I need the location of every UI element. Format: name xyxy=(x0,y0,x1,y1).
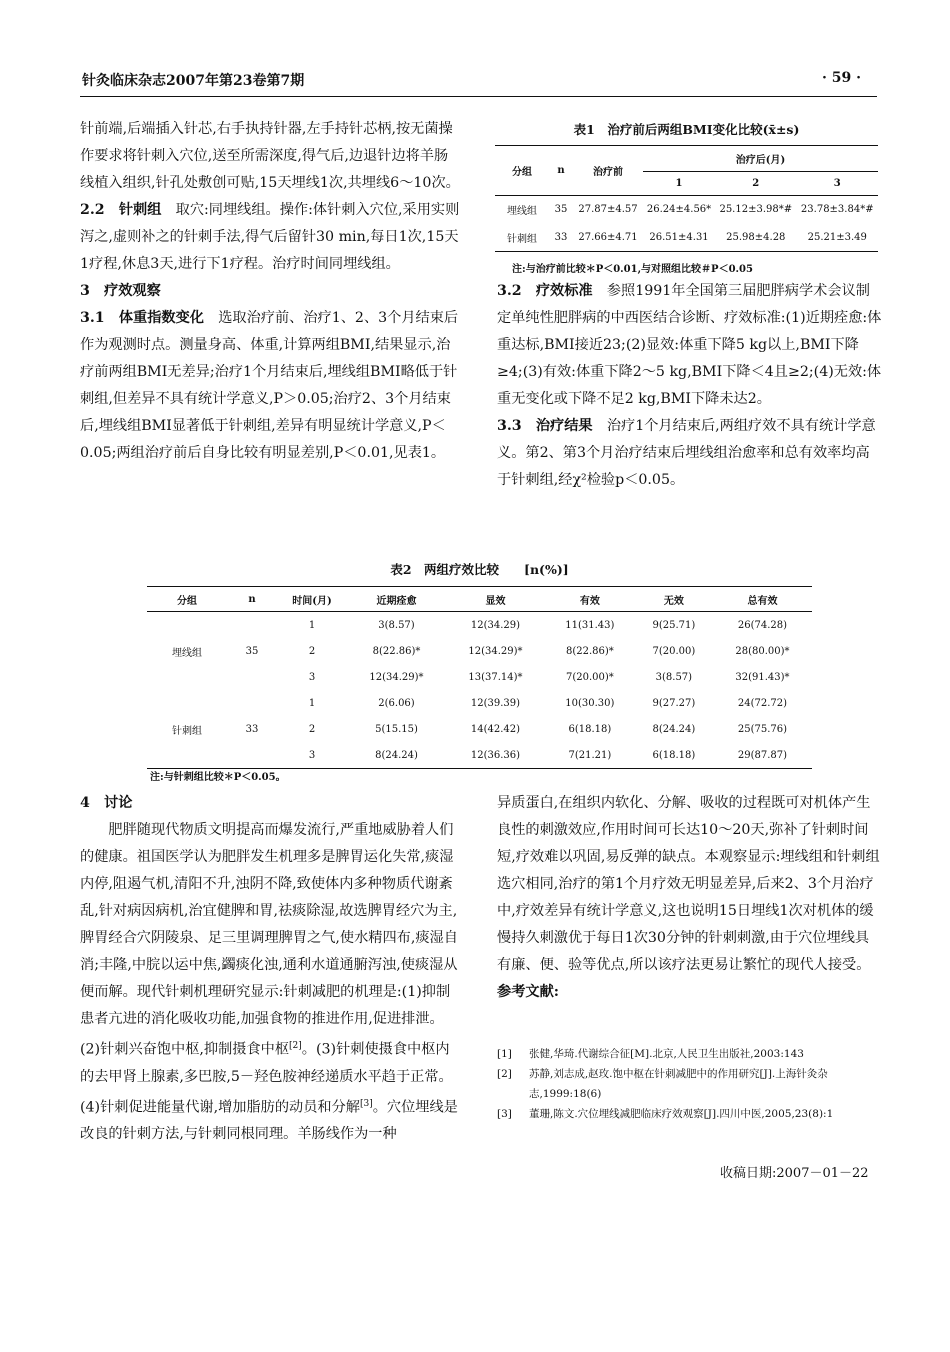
table2-row xyxy=(147,612,812,639)
table2-cell: 24(72.72) xyxy=(737,697,788,709)
table2-cell: 2(6.06) xyxy=(378,697,415,709)
table2-header: 无效 xyxy=(635,587,713,612)
section-2-2 xyxy=(80,197,460,278)
table2-cell: 3 xyxy=(308,671,316,683)
table1-header-n: n xyxy=(557,165,565,176)
table2-cell: 7(20.00) xyxy=(652,645,696,657)
table2-header: 近期痊愈 xyxy=(347,587,446,612)
table1-header-month: 3 xyxy=(797,172,878,196)
table2-cell: 2 xyxy=(308,645,316,657)
table2-note: 注:与针刺组比较＊P＜0.05。 xyxy=(150,772,286,783)
table2-group-n: 35 xyxy=(245,645,259,657)
table2-cell: 8(22.86)* xyxy=(565,645,614,657)
table2-cell: 6(18.18) xyxy=(568,723,612,735)
reference-text: 张健,华琦.代谢综合征[M].北京,人民卫生出版社,2003:143 xyxy=(529,1048,804,1060)
table2-cell: 1 xyxy=(308,697,316,709)
table2-cell: 12(34.29)* xyxy=(369,671,424,683)
table1-cell: 23.78±3.84*# xyxy=(797,196,878,224)
table1-cell: 25.21±3.49 xyxy=(807,231,867,243)
table2-cell: 8(24.24) xyxy=(652,723,696,735)
table2-header: n xyxy=(227,587,277,612)
section-3-1-text: 选取治疗前、治疗1、2、3个月结束后作为观测时点。测量身高、体重,计算两组BMI,结果显示,治疗前两组BMI无差异;治疗1个月结束后,埋线组BMI略低于针刺组,但差异不具有统计学意义,P＞0.05;治疗2、3个月结束后,埋线组BMI显著低于针刺组,差异有明显统计学意义,P＜0.05;两组治疗前后自身比较有明显差别,P＜0.01,见表1。 xyxy=(80,310,459,461)
table2-cell: 12(39.39) xyxy=(470,697,521,709)
section-2-2-text: 取穴:同埋线组。操作:体针刺入穴位,采用实则泻之,虚则补之的针刺手法,得气后留针30 min,每日1次,15天1疗程,休息3天,进行下1疗程。治疗时间同埋线组。 xyxy=(80,202,460,272)
table2-cell: 7(20.00)* xyxy=(565,671,614,683)
table1-cell: 33 xyxy=(554,231,568,243)
table2-cell: 9(25.71) xyxy=(652,619,696,631)
table2-header: 时间(月) xyxy=(277,587,347,612)
table1-row xyxy=(495,196,878,224)
section-3-1-title: 3.1 体重指数变化 xyxy=(80,310,204,326)
table2-group-name: 针刺组 xyxy=(172,725,202,737)
discussion-text: 。穴位埋线是改良的针刺方法,与针刺同根同理。羊肠线作为一种 xyxy=(80,1099,458,1143)
discussion-text: 。(3)针刺使摄食中枢内的去甲肾上腺素,多巴胺,5－羟色胺神经递质水平趋于正常。(4)针刺促进能量代谢,增加脂肪的动员和分解 xyxy=(80,1041,453,1116)
section-3-3-text: 治疗1个月结束后,两组疗效不具有统计学意义。第2、第3个月治疗结束后埋线组治愈率和总有效率均高于针刺组,经χ²检验p＜0.05。 xyxy=(497,418,876,488)
reference-number: [2] xyxy=(497,1068,512,1080)
page-number: · 59 · xyxy=(822,70,861,86)
references-title: 参考文献: xyxy=(497,984,559,1000)
section-3-2-text: 参照1991年全国第三届肥胖病学术会议制定单纯性肥胖病的中西医结合诊断、疗效标准:(1)近期痊愈:体重达标,BMI接近23;(2)显效:体重下降5 kg以上,BMI下降≥4;(3)有效:体重下降2～5 kg,BMI下降＜4且≥2;(4)无效:体重无变化或下降不足2 kg,BMI下降未达2。 xyxy=(497,283,882,407)
table2-cell: 32(91.43)* xyxy=(735,671,790,683)
table2-header: 显效 xyxy=(446,587,545,612)
table1-header-before: 治疗前 xyxy=(593,167,623,178)
table2-cell: 1 xyxy=(308,619,316,631)
table2-cell: 2 xyxy=(308,723,316,735)
table2-row xyxy=(147,690,812,716)
table2-cell: 28(80.00)* xyxy=(735,645,790,657)
table1-cell: 25.12±3.98*# xyxy=(715,196,796,224)
table2-cell: 5(15.15) xyxy=(375,723,418,735)
paragraph-method-continued: 针前端,后端插入针芯,右手执持针器,左手持针芯柄,按无菌操作要求将针刺入穴位,送至所需深度,得气后,边退针边将羊肠线植入组织,针孔处敷创可贴,15天埋线1次,共埋线6～10次。 xyxy=(80,121,460,191)
discussion-right xyxy=(497,790,882,1006)
table1-header-month: 1 xyxy=(643,172,715,196)
table2-header: 有效 xyxy=(545,587,635,612)
table1-cell: 35 xyxy=(549,196,573,224)
section-3-title: 3 疗效观察 xyxy=(80,283,161,299)
table2-header: 总有效 xyxy=(713,587,812,612)
section-3-3 xyxy=(497,413,882,494)
section-2-2-title: 2.2 针刺组 xyxy=(80,202,162,218)
section-3-3-title: 3.3 治疗结果 xyxy=(497,418,593,434)
journal-header: 针灸临床杂志2007年第23卷第7期 xyxy=(82,73,305,89)
right-column-top xyxy=(497,278,882,494)
table2-cell: 12(34.29) xyxy=(470,619,521,631)
table2-cell: 8(22.86)* xyxy=(372,645,421,657)
table1-row xyxy=(495,224,878,252)
table2-cell: 12(34.29)* xyxy=(468,645,523,657)
section-4-title: 4 讨论 xyxy=(80,795,133,811)
table2-cell: 14(42.42) xyxy=(470,723,521,735)
table2-cell: 3(8.57) xyxy=(655,671,693,683)
table1-header-month: 2 xyxy=(715,172,796,196)
table2 xyxy=(147,586,812,769)
table1-cell: 埋线组 xyxy=(495,196,549,224)
table2-cell: 6(18.18) xyxy=(652,749,696,761)
table2-group-name: 埋线组 xyxy=(172,647,202,659)
table2-header: 分组 xyxy=(147,587,227,612)
table1-cell: 27.66±4.71 xyxy=(578,231,638,243)
discussion-left xyxy=(80,790,460,1148)
reference-item xyxy=(497,1104,882,1124)
reference-item xyxy=(497,1064,882,1104)
citation-2: [2] xyxy=(289,1041,302,1051)
table2-group-n: 33 xyxy=(245,723,259,735)
table1-header-after: 治疗后(月) xyxy=(735,155,786,166)
table1-cell: 26.51±4.31 xyxy=(649,231,709,243)
table2-cell: 11(31.43) xyxy=(565,619,615,631)
table1-cell: 25.98±4.28 xyxy=(726,231,786,243)
left-column-top xyxy=(80,116,460,467)
table1-cell: 26.24±4.56* xyxy=(643,196,715,224)
table2-cell: 25(75.76) xyxy=(737,723,788,735)
table2-cell: 9(27.27) xyxy=(652,697,696,709)
table1-caption: 表1 治疗前后两组BMI变化比较(x̄±s) xyxy=(573,122,800,137)
section-3-1 xyxy=(80,305,460,467)
reference-text: 苏静,刘志成,赵玫.饱中枢在针刺减肥中的作用研究[J].上海针灸杂志,1999:18(6) xyxy=(529,1068,828,1100)
received-date: 收稿日期:2007－01－22 xyxy=(720,1166,869,1181)
table2-cell: 12(36.36) xyxy=(470,749,521,761)
section-3-2-title: 3.2 疗效标准 xyxy=(497,283,593,299)
table1-header-group: 分组 xyxy=(512,167,532,178)
table1-cell: 针刺组 xyxy=(507,233,537,245)
table2-cell: 8(24.24) xyxy=(375,749,418,761)
table2-cell: 10(30.30) xyxy=(565,697,615,709)
discussion-text: 肥胖随现代物质文明提高而爆发流行,严重地威胁着人们的健康。祖国医学认为肥胖发生机理多是脾胃运化失常,痰湿内停,阻遏气机,清阳不升,浊阴不降,致使体内多种物质代谢紊乱,针对病因病机,治宜健脾和胃,祛痰除湿,故选脾胃经穴为主,脾胃经合穴阴陵泉、足三里调理脾胃之气,使水精四布,痰湿自消;丰隆,中脘以运中焦,蠲痰化浊,通利水道通腑泻浊,使痰湿从便而解。现代针刺机理研究显示:针刺减肥的机理是:(1)抑制患者亢进的消化吸收功能,加强食物的推进作用,促进排泄。(2)针刺兴奋饱中枢,抑制摄食中枢 xyxy=(80,822,458,1058)
discussion-paragraph xyxy=(80,817,460,1148)
table2-caption: 表2 两组疗效比较 [n(%)] xyxy=(390,562,569,577)
table1-note: 注:与治疗前比较＊P＜0.01,与对照组比较＃P＜0.05 xyxy=(512,264,753,275)
reference-number: [3] xyxy=(497,1108,512,1120)
table2-cell: 7(21.21) xyxy=(568,749,612,761)
reference-item xyxy=(497,1044,882,1064)
table1-cell: 27.87±4.57 xyxy=(573,196,643,224)
table2-cell: 13(37.14)* xyxy=(468,671,523,683)
references-list xyxy=(497,1044,882,1124)
reference-text: 董珊,陈文.穴位埋线减肥临床疗效观察[J].四川中医,2005,23(8):1 xyxy=(529,1108,834,1120)
discussion-continued: 异质蛋白,在组织内软化、分解、吸收的过程既可对机体产生良性的刺激效应,作用时间可长达10～20天,弥补了针刺时间短,疗效难以巩固,易反弹的缺点。本观察显示:埋线组和针刺组选穴相同,治疗的第1个月疗效无明显差异,后来2、3个月治疗中,疗效差异有统计学意义,这也说明15日埋线1次对机体的缓慢持久刺激优于每日1次30分钟的针刺刺激,由于穴位埋线具有廉、便、验等优点,所以该疗法更易让繁忙的现代人接受。 xyxy=(497,795,880,973)
table1 xyxy=(495,145,878,252)
table2-cell: 26(74.28) xyxy=(737,619,788,631)
citation-3: [3] xyxy=(359,1098,373,1109)
table2-cell: 29(87.87) xyxy=(737,749,788,761)
reference-number: [1] xyxy=(497,1048,512,1060)
header-rule xyxy=(80,96,877,97)
table2-cell: 3(8.57) xyxy=(378,619,415,631)
section-3-2 xyxy=(497,278,882,413)
table2-cell: 3 xyxy=(308,749,316,761)
